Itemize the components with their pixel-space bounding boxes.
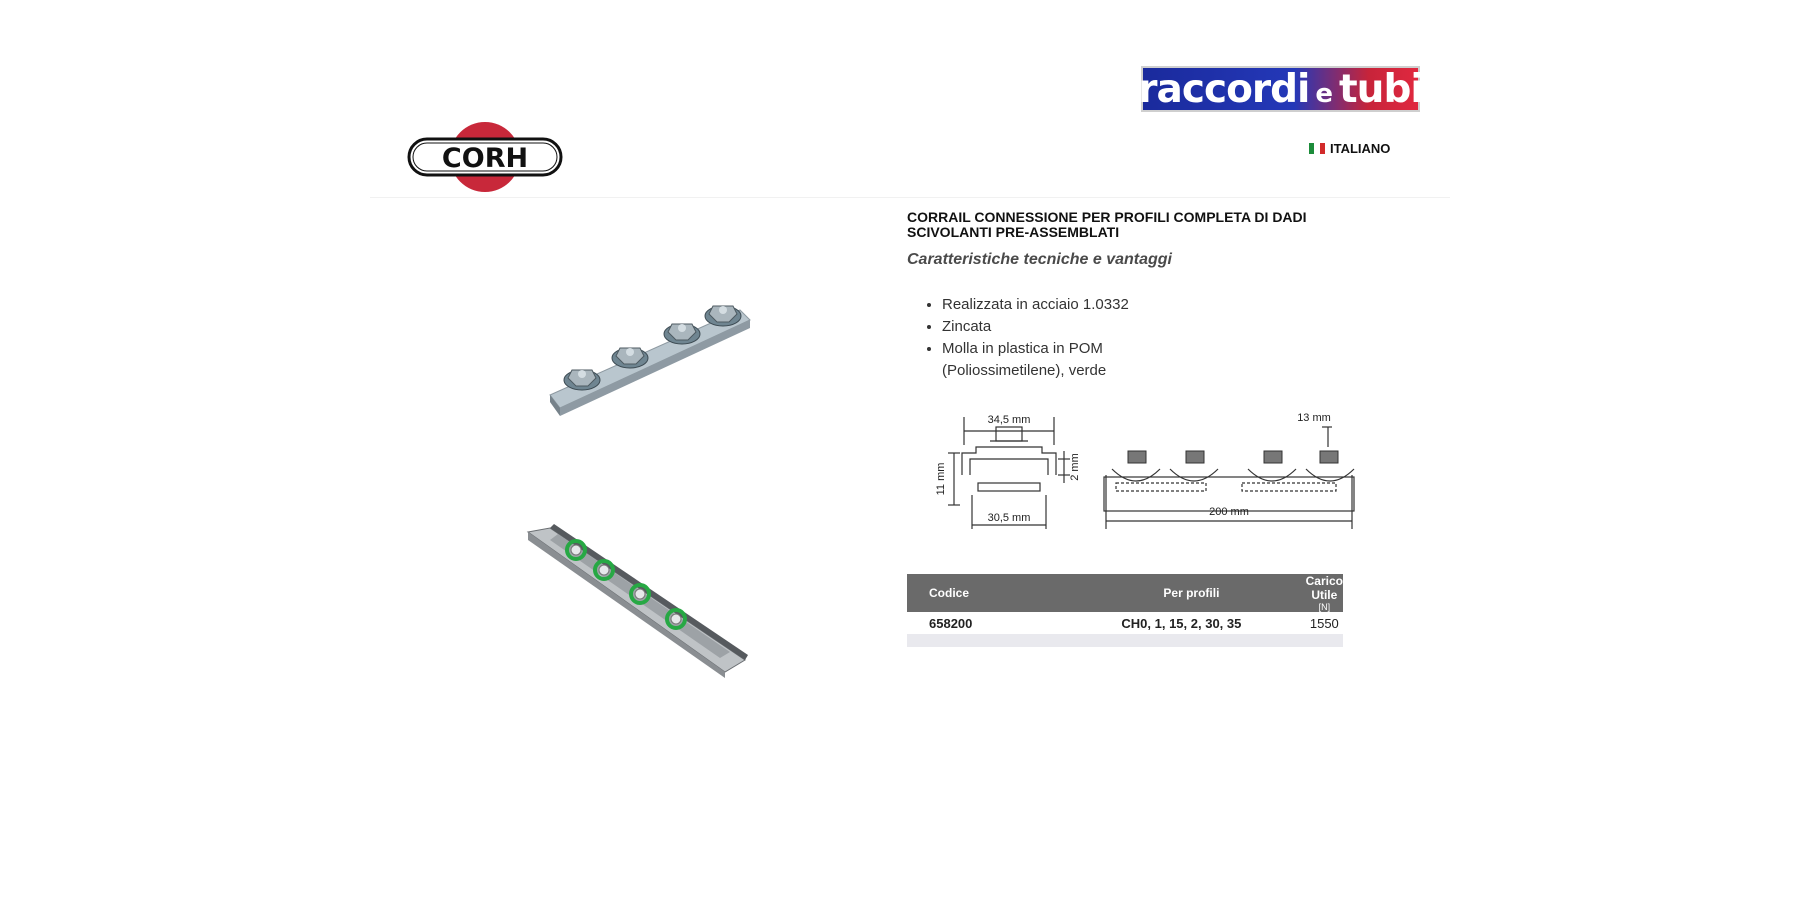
product-title: CORRAIL CONNESSIONE PER PROFILI COMPLETA DI DADI SCIVOLANTI PRE-ASSEMBLATI (907, 209, 1307, 240)
product-image-connector (540, 290, 760, 430)
banner-word-tubi: tubi (1339, 66, 1423, 112)
cell-code: 658200 (907, 612, 1003, 634)
specs-table (907, 574, 1343, 647)
feature-item: • Molla in plastica in POM (Poliossimetilene), verde (942, 338, 1172, 382)
header-load: Carico Utile [N] (1305, 574, 1343, 612)
header-load-unit: [N] (1318, 602, 1331, 612)
banner-word-e: e (1315, 79, 1334, 109)
feature-list (907, 294, 1172, 382)
technical-drawing (930, 405, 1360, 535)
dim-length: 200 mm (1209, 506, 1249, 518)
feature-item: • Zincata (942, 316, 1172, 338)
cell-profiles: CH0, 1, 15, 2, 30, 35 (1003, 612, 1305, 634)
product-image-rail-assembly (520, 520, 760, 680)
language-selector[interactable] (1309, 141, 1390, 156)
cell-load: 1550 (1306, 612, 1343, 634)
banner-word-raccordi: raccordi (1138, 66, 1310, 112)
header-profiles: Per profili (1003, 574, 1305, 612)
header-code: Codice (907, 574, 1003, 612)
feature-item: • Realizzata in acciaio 1.0332 (942, 294, 1172, 316)
product-subtitle: Caratteristiche tecniche e vantaggi (907, 251, 1172, 268)
table-row (907, 612, 1343, 634)
italian-flag-icon (1309, 143, 1325, 154)
dim-height: 11 mm (935, 462, 947, 496)
table-header-row (907, 574, 1343, 612)
dim-top-width: 34,5 mm (987, 414, 1031, 426)
header-divider (370, 197, 1450, 198)
language-label: ITALIANO (1330, 141, 1391, 156)
dim-spacing: 13 mm (1297, 412, 1331, 424)
table-row-empty (907, 634, 1343, 647)
corh-logo[interactable] (407, 121, 563, 193)
dim-bottom-width: 30,5 mm (987, 512, 1031, 524)
logo-text: CORH (441, 143, 529, 174)
raccordi-e-tubi-banner[interactable] (1138, 66, 1423, 112)
dim-thickness: 2 mm (1069, 453, 1081, 481)
